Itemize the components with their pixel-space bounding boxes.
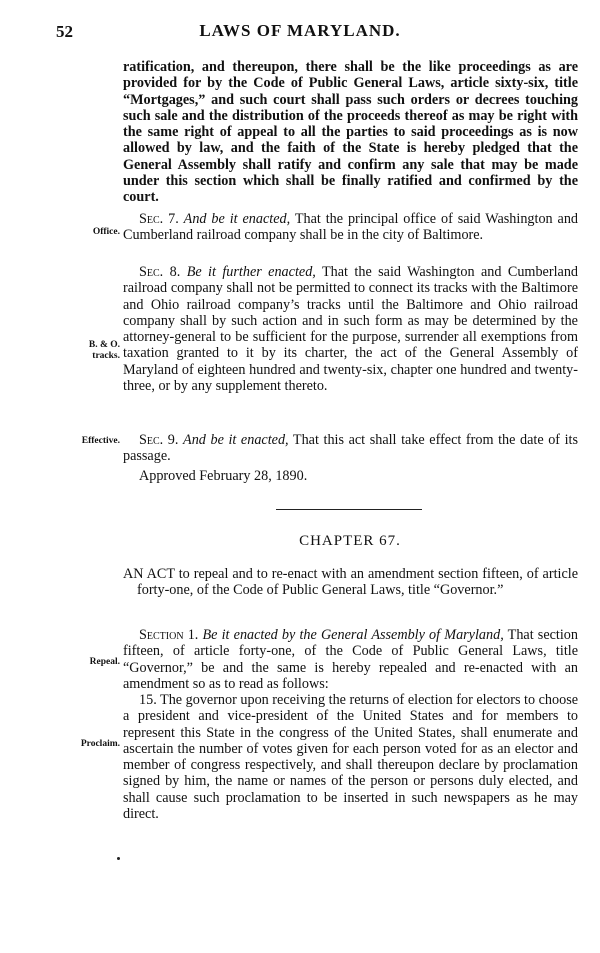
section-7 [123,211,578,244]
continuation-paragraph [123,59,578,206]
section-8-label: Sec. 8. [139,264,181,280]
page-number: 52 [56,22,73,41]
section-7-text: That the principal office of said Washington and Cumberland railroad company shall be in the city of Baltimore. [123,211,579,244]
chapter-divider [276,509,422,510]
chapter-section-1-text: That section fifteen, of article forty-one, of the Code of Public General Laws, title “Governor,” be and the same is hereby repealed and re-enacted with an amendment so as to read as follows: [123,627,578,692]
act-title [123,566,578,599]
chapter-section-15 [123,692,578,822]
chapter-title: CHAPTER 67. [299,533,401,549]
approval-line: Approved February 28, 1890. [139,468,308,484]
section-7-enacting: And be it enacted, [183,211,291,227]
margin-note-bo-line2: tracks. [92,351,120,361]
margin-note-bo-line1: B. & O. [88,340,120,350]
margin-note-effective: Effective. [81,436,120,446]
continuation-text: ratification, and thereupon, there shall be the like proceedings as are provided for by the Code of Public General Laws, article sixty-six, title “Mortgages,” and such court shall pass such orders or decrees touching such sale and the distribution of the proceeds thereof as may be right with the same right of appeal to all the parties to said proceedings as is now allowed by law, and the faith of the State is hereby pledged that the General Assembly shall ratify and confirm any sale that may be made under this section which shall be finally ratified and confirmed by the court. [123,59,578,206]
margin-note-proclaim: Proclaim. [80,739,120,749]
margin-note-office: Office. [92,227,120,237]
section-8 [123,264,578,394]
section-9 [123,432,578,465]
margin-note-repeal: Repeal. [89,657,120,667]
section-8-enacting: Be it further enacted, [186,264,316,280]
section-9-label: Sec. 9. [139,432,179,448]
stray-mark [117,857,120,860]
margin-note-bo-tracks [44,340,120,362]
act-title-text: AN ACT to repeal and to re-enact with an amendment section fifteen, of article forty-one, of the Code of Public General Laws, title “Governor.” [123,566,578,599]
chapter-section-1 [123,627,578,692]
section-9-enacting: And be it enacted, [183,432,289,448]
section-8-text: That the said Washington and Cumberland railroad company shall not be permitted to connect its tracks with the Baltimore and Ohio railroad company’s tracks until the Baltimore and Ohio railroad company shall by such action and in such form as may be determined by the attorney-general to be sufficient for the purpose, surrender all exemptions from taxation granted to it by its charter, the act of the General Assembly of Maryland of eighteen hundred and twenty-six, chapter one hundred and twenty-three, or by any supplement thereto. [123,264,579,395]
chapter-section-1-label: Section 1. [139,627,199,643]
chapter-section-1-enacting: Be it enacted by the General Assembly of Maryland, [202,627,504,643]
section-9-text: That this act shall take effect from the date of its passage. [123,432,579,465]
chapter-section-15-text: 15. The governor upon receiving the returns of election for electors to choose a president and vice-president of the United States and for members to represent this State in the congress of the United States, shall enumerate and ascertain the number of votes given for each person voted for as an elector and member of congress respectively, and shall thereupon declare by proclamation signed by him, the name or names of the person or persons duly elected, and shall cause such proclamation to be inserted in such newspapers as he may direct. [123,692,579,823]
running-head: LAWS OF MARYLAND. [199,21,401,40]
section-7-label: Sec. 7. [139,211,179,227]
